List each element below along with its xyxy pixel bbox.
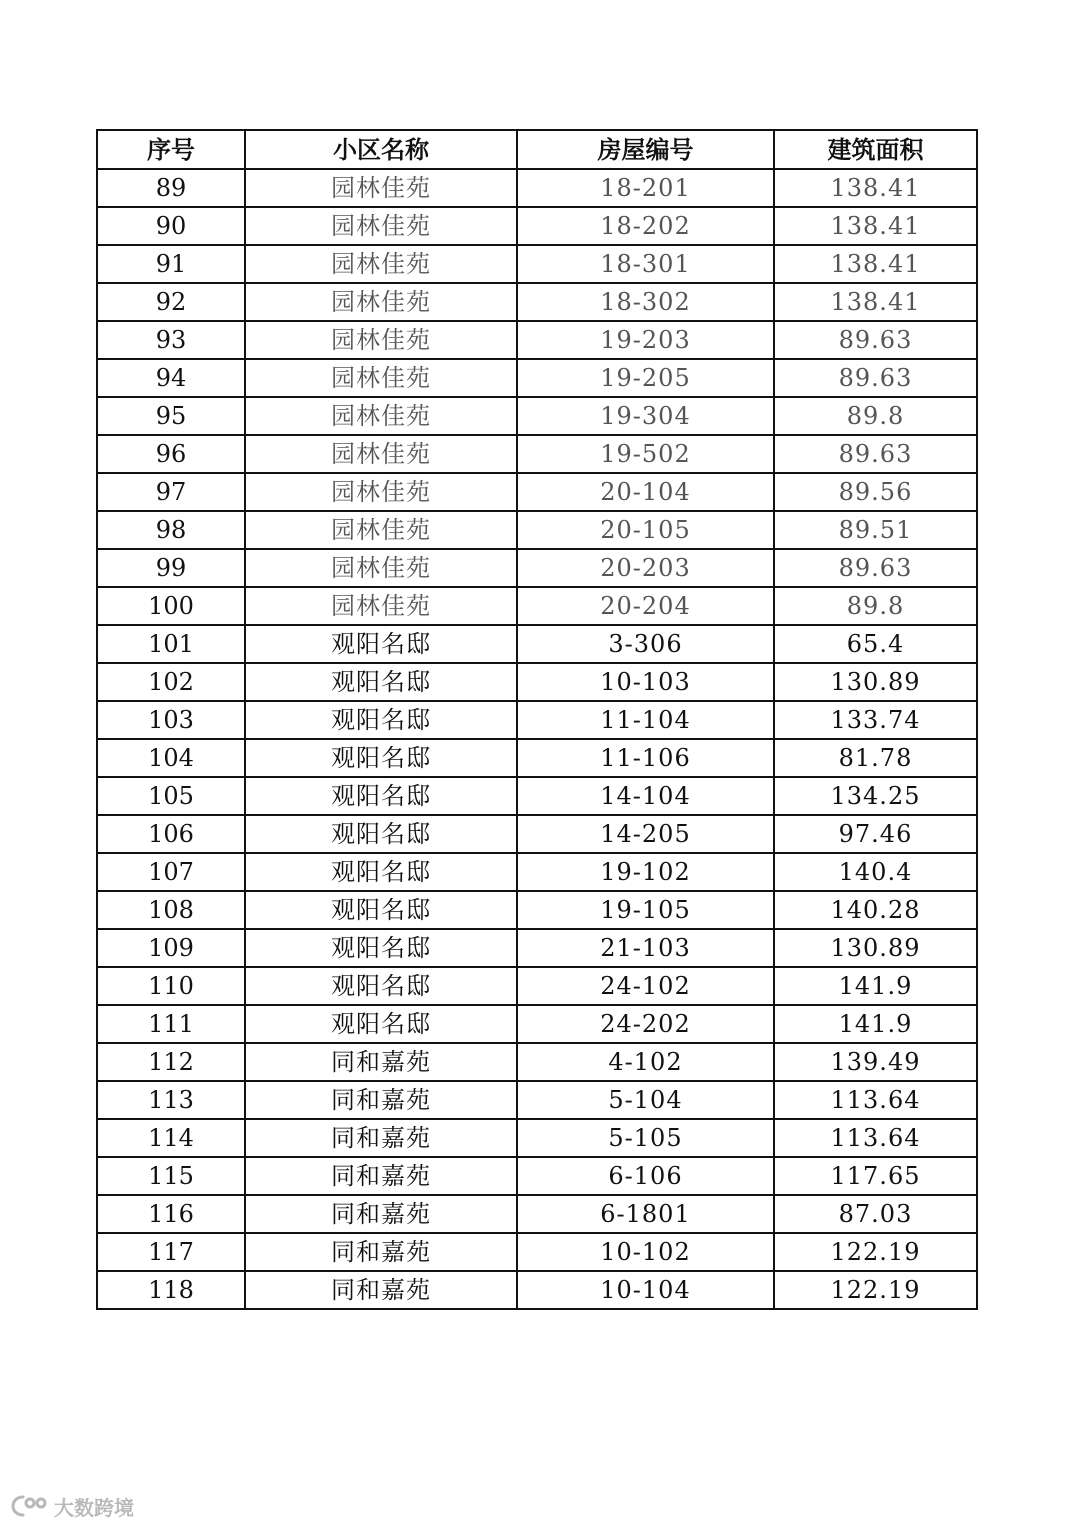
cell-house-number: 18-202 <box>517 207 774 245</box>
cell-house-number: 3-306 <box>517 625 774 663</box>
header-seq: 序号 <box>97 130 245 169</box>
table-row <box>97 1271 977 1309</box>
cell-community: 园林佳苑 <box>245 511 517 549</box>
cell-house-number: 10-102 <box>517 1233 774 1271</box>
table-row <box>97 283 977 321</box>
cell-community: 园林佳苑 <box>245 587 517 625</box>
table-row <box>97 1233 977 1271</box>
header-floor-area: 建筑面积 <box>774 130 977 169</box>
cell-community: 观阳名邸 <box>245 777 517 815</box>
cell-floor-area: 122.19 <box>774 1271 977 1309</box>
cell-community: 园林佳苑 <box>245 359 517 397</box>
watermark <box>10 1491 134 1521</box>
cell-floor-area: 89.51 <box>774 511 977 549</box>
cell-seq: 110 <box>97 967 245 1005</box>
cell-floor-area: 140.28 <box>774 891 977 929</box>
cell-seq: 95 <box>97 397 245 435</box>
table-row <box>97 701 977 739</box>
cell-community: 同和嘉苑 <box>245 1195 517 1233</box>
table-row <box>97 587 977 625</box>
header-row <box>97 130 977 169</box>
table-row <box>97 1081 977 1119</box>
table-row <box>97 929 977 967</box>
cell-floor-area: 139.49 <box>774 1043 977 1081</box>
cell-community: 同和嘉苑 <box>245 1271 517 1309</box>
cell-community: 观阳名邸 <box>245 967 517 1005</box>
table-row <box>97 359 977 397</box>
cell-community: 园林佳苑 <box>245 435 517 473</box>
cell-house-number: 6-106 <box>517 1157 774 1195</box>
cell-seq: 108 <box>97 891 245 929</box>
table-row <box>97 739 977 777</box>
cell-community: 同和嘉苑 <box>245 1119 517 1157</box>
cell-floor-area: 87.03 <box>774 1195 977 1233</box>
table-row <box>97 1119 977 1157</box>
cell-house-number: 20-104 <box>517 473 774 511</box>
cell-community: 观阳名邸 <box>245 929 517 967</box>
table-row <box>97 815 977 853</box>
cell-seq: 94 <box>97 359 245 397</box>
table-row <box>97 777 977 815</box>
table-body <box>97 169 977 1309</box>
cell-house-number: 14-205 <box>517 815 774 853</box>
cell-floor-area: 97.46 <box>774 815 977 853</box>
cell-floor-area: 130.89 <box>774 929 977 967</box>
cell-house-number: 18-201 <box>517 169 774 207</box>
cell-floor-area: 138.41 <box>774 207 977 245</box>
cell-floor-area: 141.9 <box>774 1005 977 1043</box>
cell-community: 同和嘉苑 <box>245 1233 517 1271</box>
cell-floor-area: 89.8 <box>774 397 977 435</box>
cell-seq: 97 <box>97 473 245 511</box>
cell-house-number: 24-202 <box>517 1005 774 1043</box>
cell-seq: 115 <box>97 1157 245 1195</box>
cell-floor-area: 81.78 <box>774 739 977 777</box>
cell-community: 园林佳苑 <box>245 321 517 359</box>
table-row <box>97 967 977 1005</box>
cell-house-number: 5-104 <box>517 1081 774 1119</box>
cell-house-number: 19-304 <box>517 397 774 435</box>
cell-floor-area: 89.63 <box>774 435 977 473</box>
table-row <box>97 1195 977 1233</box>
cell-house-number: 10-103 <box>517 663 774 701</box>
cell-seq: 113 <box>97 1081 245 1119</box>
cell-community: 园林佳苑 <box>245 473 517 511</box>
cell-house-number: 20-204 <box>517 587 774 625</box>
cell-floor-area: 138.41 <box>774 245 977 283</box>
cell-seq: 101 <box>97 625 245 663</box>
header-house-number: 房屋编号 <box>517 130 774 169</box>
cell-seq: 92 <box>97 283 245 321</box>
brand-logo-icon <box>10 1493 50 1519</box>
cell-floor-area: 141.9 <box>774 967 977 1005</box>
cell-seq: 93 <box>97 321 245 359</box>
cell-house-number: 18-302 <box>517 283 774 321</box>
cell-house-number: 5-105 <box>517 1119 774 1157</box>
cell-house-number: 18-301 <box>517 245 774 283</box>
cell-house-number: 19-205 <box>517 359 774 397</box>
table-row <box>97 169 977 207</box>
cell-community: 同和嘉苑 <box>245 1081 517 1119</box>
cell-floor-area: 89.63 <box>774 321 977 359</box>
cell-floor-area: 89.8 <box>774 587 977 625</box>
table-row <box>97 207 977 245</box>
cell-floor-area: 89.56 <box>774 473 977 511</box>
cell-seq: 114 <box>97 1119 245 1157</box>
housing-table <box>96 129 978 1310</box>
cell-floor-area: 113.64 <box>774 1081 977 1119</box>
cell-seq: 104 <box>97 739 245 777</box>
cell-floor-area: 134.25 <box>774 777 977 815</box>
table-row <box>97 435 977 473</box>
cell-seq: 109 <box>97 929 245 967</box>
cell-seq: 89 <box>97 169 245 207</box>
cell-house-number: 19-105 <box>517 891 774 929</box>
cell-seq: 117 <box>97 1233 245 1271</box>
table-row <box>97 1157 977 1195</box>
cell-community: 观阳名邸 <box>245 891 517 929</box>
cell-community: 同和嘉苑 <box>245 1043 517 1081</box>
cell-seq: 90 <box>97 207 245 245</box>
cell-community: 同和嘉苑 <box>245 1157 517 1195</box>
cell-seq: 105 <box>97 777 245 815</box>
watermark-text: 大数跨境 <box>54 1495 134 1520</box>
cell-community: 园林佳苑 <box>245 245 517 283</box>
table-row <box>97 663 977 701</box>
cell-floor-area: 117.65 <box>774 1157 977 1195</box>
cell-seq: 98 <box>97 511 245 549</box>
cell-community: 园林佳苑 <box>245 207 517 245</box>
table-header <box>97 130 977 169</box>
cell-community: 观阳名邸 <box>245 815 517 853</box>
cell-community: 观阳名邸 <box>245 1005 517 1043</box>
cell-house-number: 19-203 <box>517 321 774 359</box>
cell-floor-area: 130.89 <box>774 663 977 701</box>
cell-floor-area: 89.63 <box>774 359 977 397</box>
cell-seq: 100 <box>97 587 245 625</box>
cell-seq: 107 <box>97 853 245 891</box>
table-row <box>97 1005 977 1043</box>
cell-floor-area: 122.19 <box>774 1233 977 1271</box>
cell-seq: 106 <box>97 815 245 853</box>
cell-seq: 99 <box>97 549 245 587</box>
cell-community: 园林佳苑 <box>245 169 517 207</box>
cell-house-number: 11-104 <box>517 701 774 739</box>
table-row <box>97 511 977 549</box>
table-row <box>97 891 977 929</box>
cell-seq: 118 <box>97 1271 245 1309</box>
cell-house-number: 4-102 <box>517 1043 774 1081</box>
cell-floor-area: 138.41 <box>774 283 977 321</box>
cell-seq: 111 <box>97 1005 245 1043</box>
cell-community: 观阳名邸 <box>245 739 517 777</box>
table-row <box>97 321 977 359</box>
cell-community: 观阳名邸 <box>245 853 517 891</box>
cell-seq: 91 <box>97 245 245 283</box>
cell-seq: 103 <box>97 701 245 739</box>
cell-floor-area: 140.4 <box>774 853 977 891</box>
cell-seq: 102 <box>97 663 245 701</box>
cell-community: 园林佳苑 <box>245 397 517 435</box>
table-row <box>97 245 977 283</box>
cell-floor-area: 65.4 <box>774 625 977 663</box>
cell-house-number: 19-502 <box>517 435 774 473</box>
cell-floor-area: 113.64 <box>774 1119 977 1157</box>
table-row <box>97 625 977 663</box>
cell-house-number: 19-102 <box>517 853 774 891</box>
cell-community: 园林佳苑 <box>245 549 517 587</box>
table-row <box>97 549 977 587</box>
cell-house-number: 20-105 <box>517 511 774 549</box>
cell-seq: 112 <box>97 1043 245 1081</box>
cell-house-number: 24-102 <box>517 967 774 1005</box>
cell-floor-area: 89.63 <box>774 549 977 587</box>
cell-house-number: 14-104 <box>517 777 774 815</box>
table-row <box>97 473 977 511</box>
cell-floor-area: 138.41 <box>774 169 977 207</box>
cell-floor-area: 133.74 <box>774 701 977 739</box>
header-community: 小区名称 <box>245 130 517 169</box>
table-row <box>97 853 977 891</box>
cell-house-number: 20-203 <box>517 549 774 587</box>
cell-community: 观阳名邸 <box>245 625 517 663</box>
cell-community: 园林佳苑 <box>245 283 517 321</box>
cell-seq: 96 <box>97 435 245 473</box>
cell-house-number: 6-1801 <box>517 1195 774 1233</box>
cell-seq: 116 <box>97 1195 245 1233</box>
table-row <box>97 1043 977 1081</box>
cell-community: 观阳名邸 <box>245 663 517 701</box>
cell-community: 观阳名邸 <box>245 701 517 739</box>
table-row <box>97 397 977 435</box>
cell-house-number: 21-103 <box>517 929 774 967</box>
cell-house-number: 10-104 <box>517 1271 774 1309</box>
cell-house-number: 11-106 <box>517 739 774 777</box>
